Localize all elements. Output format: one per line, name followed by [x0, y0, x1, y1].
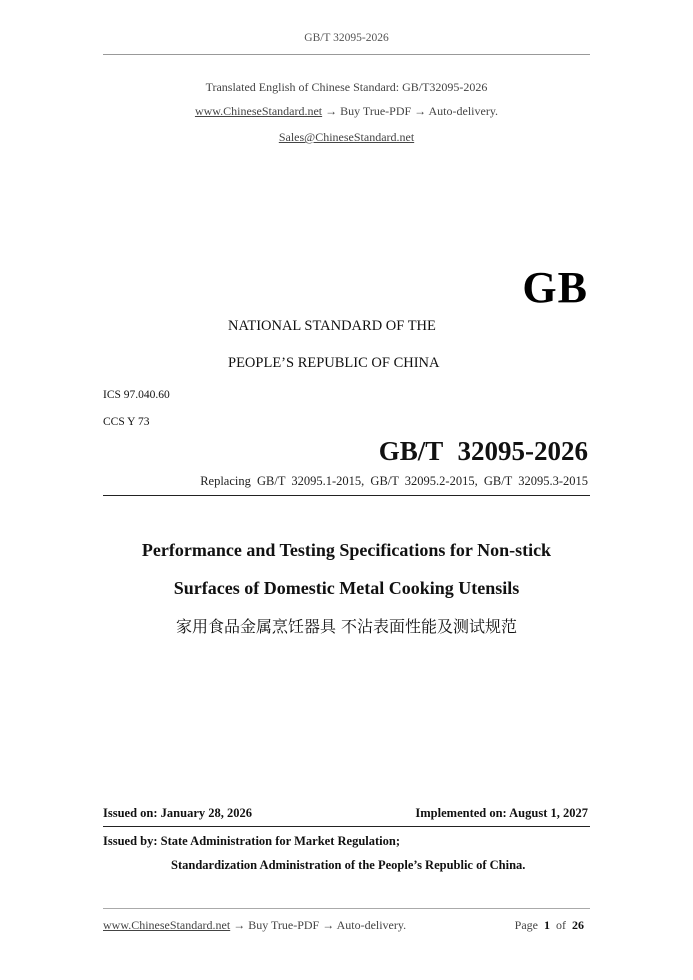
footer-buy-text: → Buy True-PDF → Auto-delivery.	[230, 918, 407, 932]
footer-site-link[interactable]: www.ChineseStandard.net	[103, 918, 231, 932]
page-number	[515, 918, 587, 933]
title-english-line2: Surfaces of Domestic Metal Cooking Utensils	[173, 578, 520, 598]
issued-by-line2: Standardization Administration of the People’s Republic of China.	[171, 858, 526, 872]
page-current: 1	[544, 918, 550, 932]
page-of: of	[556, 918, 566, 932]
title-english-line1: Performance and Testing Specifications for Non-stick	[141, 540, 552, 560]
standard-number: GB/T 32095-2026	[378, 436, 588, 466]
footer-divider	[103, 908, 590, 909]
implemented-on-date: Implemented on: August 1, 2027	[415, 806, 588, 820]
title-divider	[103, 495, 590, 496]
buy-pdf-text: → Buy True-PDF → Auto-delivery.	[322, 104, 499, 118]
sales-email-link[interactable]: Sales@ChineseStandard.net	[278, 130, 415, 144]
ccs-code: CCS Y 73	[103, 416, 150, 428]
national-standard-line1: NATIONAL STANDARD OF THE	[228, 318, 436, 334]
issue-divider	[103, 826, 590, 827]
national-standard-line2: PEOPLE’S REPUBLIC OF CHINA	[228, 355, 440, 371]
buy-pdf-line	[0, 104, 693, 119]
ics-code: ICS 97.040.60	[103, 389, 170, 401]
replacing-standards: Replacing GB/T 32095.1-2015, GB/T 32095.2-2015, GB/T 32095.3-2015	[200, 474, 588, 488]
header-divider	[103, 54, 590, 55]
page-label: Page	[514, 918, 538, 932]
page-total: 26	[572, 918, 584, 932]
footer-buy-line	[103, 918, 406, 933]
title-chinese: 家用食品金属烹饪器具 不沾表面性能及测试规范	[175, 617, 518, 636]
issued-by-line1: Issued by: State Administration for Market Regulation;	[103, 834, 400, 848]
sales-email-line	[0, 130, 693, 145]
gb-mark: GB	[522, 263, 588, 312]
running-header: GB/T 32095-2026	[304, 32, 389, 44]
site-link[interactable]: www.ChineseStandard.net	[194, 104, 323, 118]
issued-on-date: Issued on: January 28, 2026	[103, 806, 252, 820]
translation-notice: Translated English of Chinese Standard: GB/T32095-2026	[205, 80, 488, 94]
